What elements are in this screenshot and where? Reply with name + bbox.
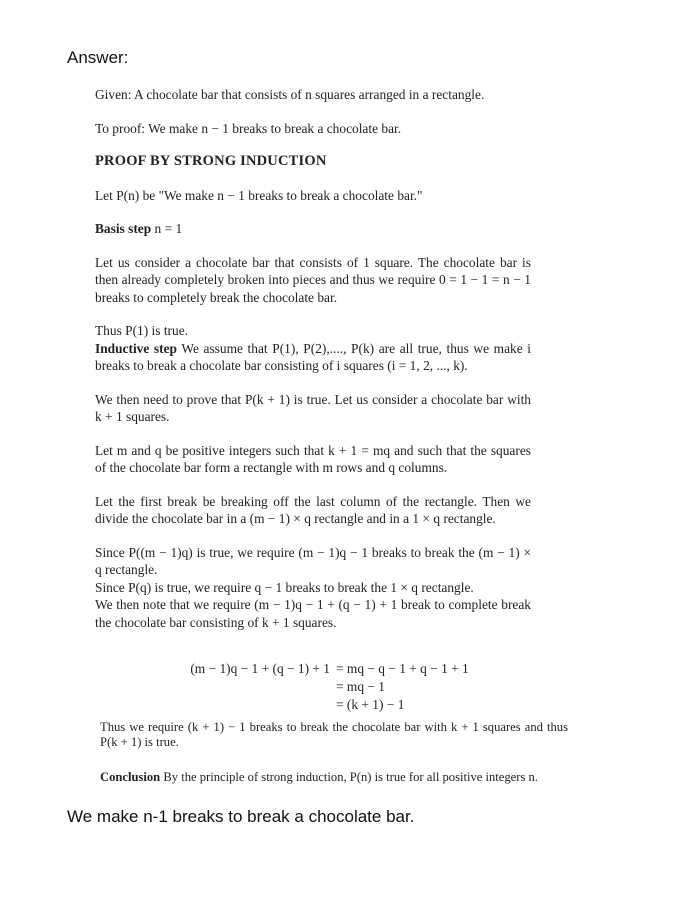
equation-lhs: (m − 1)q − 1 + (q − 1) + 1 [190, 661, 330, 676]
since-1-text: Since P((m − 1)q) is true, we require (m − 1)q − 1 breaks to break the (m − 1) × q rectangle. [95, 544, 531, 577]
let-mq-text: Let m and q be positive integers such that k + 1 = mq and such that the squares of the chocolate bar form a rectangle with m rows and q columns. [95, 442, 531, 475]
let-p-text: Let P(n) be "We make n − 1 breaks to break a chocolate bar." [95, 187, 423, 203]
since-2-text: Since P(q) is true, we require q − 1 breaks to break the 1 × q rectangle. [95, 579, 474, 595]
then-note-text: We then note that we require (m − 1)q − 1 + (q − 1) + 1 break to complete break the chocolate bar consisting of k + 1 squares. [95, 597, 531, 630]
inductive-step [95, 340, 531, 375]
answer-label: Answer: [67, 48, 129, 67]
inductive-text: We assume that P(1), P(2),...., P(k) are all true, thus we make i breaks to break a chocolate bar consisting of i squares (i = 1, 2, ..., k). [95, 340, 531, 373]
equation-block [170, 660, 469, 714]
basis-step [95, 220, 531, 238]
basis-text: Let us consider a chocolate bar that consists of 1 square. The chocolate bar is then already completely broken into pieces and thus we require 0 = 1 − 1 = n − 1 breaks to completely break the chocolate bar. [95, 254, 531, 305]
conclusion-label: Conclusion [100, 770, 161, 784]
basis-label: Basis step [95, 221, 152, 236]
proof-image [95, 86, 531, 631]
proof-heading: PROOF BY STRONG INDUCTION [95, 153, 327, 169]
conclusion [100, 770, 568, 785]
inductive-label: Inductive step [95, 340, 177, 356]
proof-tail [100, 720, 568, 785]
first-break-text: Let the first break be breaking off the last column of the rectangle. Then we divide the chocolate bar in a (m − 1) × q rectangle and in a 1 × q rectangle. [95, 493, 531, 526]
conclusion-text: By the principle of strong induction, P(n) is true for all positive integers n. [163, 770, 538, 784]
need-prove-text: We then need to prove that P(k + 1) is true. Let us consider a chocolate bar with k + 1 squares. [95, 391, 531, 424]
thus-p1-text: Thus P(1) is true. [95, 323, 188, 338]
equation-rhs-1: = mq − q − 1 + q − 1 + 1 [336, 661, 469, 676]
equation-rhs-2: = mq − 1 [336, 679, 385, 694]
basis-value: n = 1 [154, 221, 183, 236]
to-proof-text: To proof: We make n − 1 breaks to break a chocolate bar. [95, 120, 402, 136]
thus-require-text: Thus we require (k + 1) − 1 breaks to break the chocolate bar with k + 1 squares and thus P(k + 1) is true. [100, 720, 568, 749]
equation-rhs-3: = (k + 1) − 1 [336, 697, 405, 712]
final-answer: We make n-1 breaks to break a chocolate bar. [67, 807, 415, 826]
given-text: Given: A chocolate bar that consists of n squares arranged in a rectangle. [95, 87, 485, 102]
